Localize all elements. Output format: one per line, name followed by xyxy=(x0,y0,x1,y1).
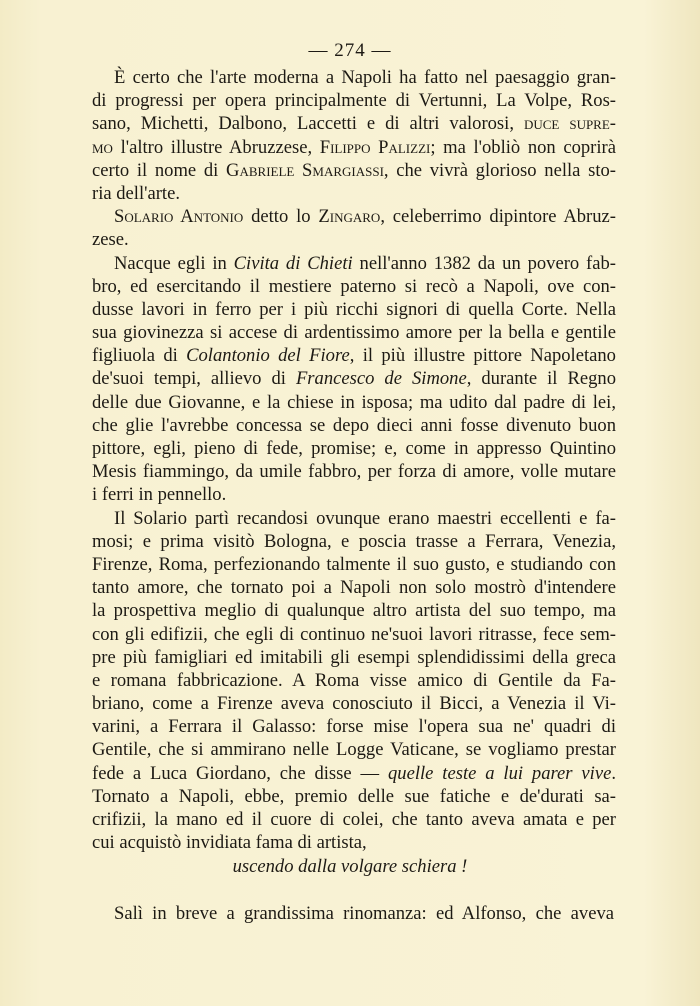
text-line xyxy=(92,437,616,460)
text-line xyxy=(92,252,616,275)
text-line xyxy=(92,692,616,715)
text-line xyxy=(92,112,616,135)
text-segment: , durante il Regno xyxy=(466,368,616,390)
text-segment: , celeberrimo dipintore Abruz- xyxy=(380,206,616,228)
text-segment: Firenze, Roma, perfezionando talmente il suo gusto, e studiando con xyxy=(92,553,616,575)
text-line xyxy=(92,483,616,506)
text-line xyxy=(92,298,616,321)
text-segment: Gentile, che si ammirano nelle Logge Vaticane, se vogliamo prestar xyxy=(92,739,616,761)
text-line xyxy=(92,623,616,646)
italic-text: Civita di Chieti xyxy=(233,252,353,274)
text-segment: la prospettiva meglio di qualunque altro artista del suo tempo, ma xyxy=(92,600,616,622)
text-segment: delle due Giovanne, e la chiese in isposa; ma udito dal padre di lei, xyxy=(92,391,616,413)
small-caps-text: Zingaro xyxy=(318,206,381,228)
italic-text: Francesco de Simone xyxy=(295,368,467,390)
text-line xyxy=(92,414,616,437)
text-line xyxy=(92,785,616,808)
text-segment: pre più famigliari ed imitabili gli esempi splendidissimi della greca xyxy=(92,646,616,668)
small-caps-text: Filippo Palizzi xyxy=(319,136,431,158)
text-segment: ria dell'arte. xyxy=(92,182,181,204)
text-segment: Nacque egli in xyxy=(114,252,234,274)
small-caps-text: duce supre- xyxy=(523,113,616,135)
italic-text: quelle teste a lui parer vive xyxy=(387,762,612,784)
text-line xyxy=(92,66,616,89)
text-line xyxy=(92,159,616,182)
text-segment: dusse lavori in ferro per i più ricchi signori di quella Corte. Nella xyxy=(92,298,616,320)
text-line xyxy=(92,762,616,785)
text-line xyxy=(92,738,616,761)
text-line xyxy=(92,646,616,669)
text-segment: sua giovinezza si accese di ardentissimo amore per la bella e gentile xyxy=(92,322,616,344)
text-line xyxy=(92,831,616,854)
text-segment: con gli edifizii, che egli di continuo ne'suoi lavori ritrasse, fece sem- xyxy=(92,623,616,645)
text-line xyxy=(92,321,616,344)
text-line xyxy=(92,715,616,738)
text-segment: e romana fabbricazione. A Roma visse amico di Gentile da Fa- xyxy=(92,669,616,691)
text-segment: , il più illustre pittore Napoletano xyxy=(349,345,616,367)
text-segment: bro, ed esercitando il mestiere paterno si recò a Napoli, ove con- xyxy=(92,275,616,297)
text-line xyxy=(92,576,616,599)
text-segment: sano, Michetti, Dalbono, Laccetti e di altri valorosi, xyxy=(92,113,524,135)
text-line xyxy=(92,182,616,205)
text-segment: ; ma l'obliò non coprirà xyxy=(430,136,616,158)
text-line xyxy=(92,205,616,228)
text-segment: che glie l'avrebbe concessa se depo dieci anni fosse divenuto buon xyxy=(92,414,616,436)
text-segment: fede a Luca Giordano, che disse — xyxy=(92,762,388,784)
text-segment: figliuola di xyxy=(92,345,187,367)
text-line xyxy=(92,136,616,159)
text-segment: l'altro illustre Abruzzese, xyxy=(112,136,320,158)
verse-quote: uscendo dalla volgare schiera ! xyxy=(232,856,468,877)
text-line xyxy=(92,669,616,692)
text-segment: Tornato a Napoli, ebbe, premio delle sue fatiche e de'durati sa- xyxy=(92,785,616,807)
text-segment: briano, come a Firenze aveva conosciuto il Bicci, a Venezia il Vi- xyxy=(92,693,616,715)
text-line xyxy=(92,275,616,298)
text-line xyxy=(92,89,616,112)
text-segment: crifizii, la mano ed il cuore di colei, che tanto aveva amata e per xyxy=(92,809,616,830)
text-segment: nell'anno 1382 da un povero fab- xyxy=(352,252,616,274)
text-segment: tanto amore, che tornato poi a Napoli non solo mostrò d'intendere xyxy=(92,577,616,599)
text-segment: cui acquistò invidiata fama di artista, xyxy=(92,832,367,854)
body-text xyxy=(92,66,616,854)
text-segment: Mesis fiammingo, da umile fabbro, per forza di amore, volle mutare xyxy=(92,461,616,483)
text-segment: certo il nome di xyxy=(92,159,227,181)
text-line xyxy=(92,530,616,553)
paragraph xyxy=(92,66,616,205)
small-caps-text: mo xyxy=(92,136,113,158)
text-segment: . xyxy=(611,762,616,784)
paragraph xyxy=(92,252,616,507)
page-number: — 274 — xyxy=(308,40,392,61)
text-segment: de'suoi tempi, allievo di xyxy=(92,368,296,390)
closing-line: Salì in breve a grandissima rinomanza: ed Alfonso, che aveva xyxy=(114,903,614,924)
text-segment: zese. xyxy=(92,229,129,251)
text-line xyxy=(92,808,616,831)
small-caps-text: Gabriele Smargiassi xyxy=(226,159,384,181)
text-line xyxy=(92,367,616,390)
text-line xyxy=(92,599,616,622)
text-line xyxy=(92,391,616,414)
text-line xyxy=(92,228,616,251)
italic-text: Colantonio del Fiore xyxy=(186,345,350,367)
paragraph xyxy=(92,507,616,855)
small-caps-text: Solario Antonio xyxy=(114,206,244,228)
text-segment: i ferri in pennello. xyxy=(92,484,227,506)
text-segment: varini, a Ferrara il Galasso: forse mise l'opera sua ne' quadri di xyxy=(92,716,616,738)
text-segment: , che vivrà glorioso nella sto- xyxy=(383,159,617,181)
text-segment: detto lo xyxy=(243,206,319,228)
text-segment: Il Solario partì recandosi ovunque erano maestri eccellenti e fa- xyxy=(114,507,616,529)
text-segment: mosi; e prima visitò Bologna, e poscia trasse a Ferrara, Venezia, xyxy=(92,530,616,552)
text-line xyxy=(92,344,616,367)
text-segment: È certo che l'arte moderna a Napoli ha fatto nel paesaggio gran- xyxy=(114,67,616,88)
text-line xyxy=(92,553,616,576)
text-line xyxy=(92,507,616,530)
text-segment: di progressi per opera principalmente di Vertunni, La Volpe, Ros- xyxy=(92,90,616,112)
text-segment: pittore, egli, pieno di fede, promise; e, come in appresso Quintino xyxy=(92,438,616,459)
text-line xyxy=(92,460,616,483)
paragraph xyxy=(92,205,616,251)
